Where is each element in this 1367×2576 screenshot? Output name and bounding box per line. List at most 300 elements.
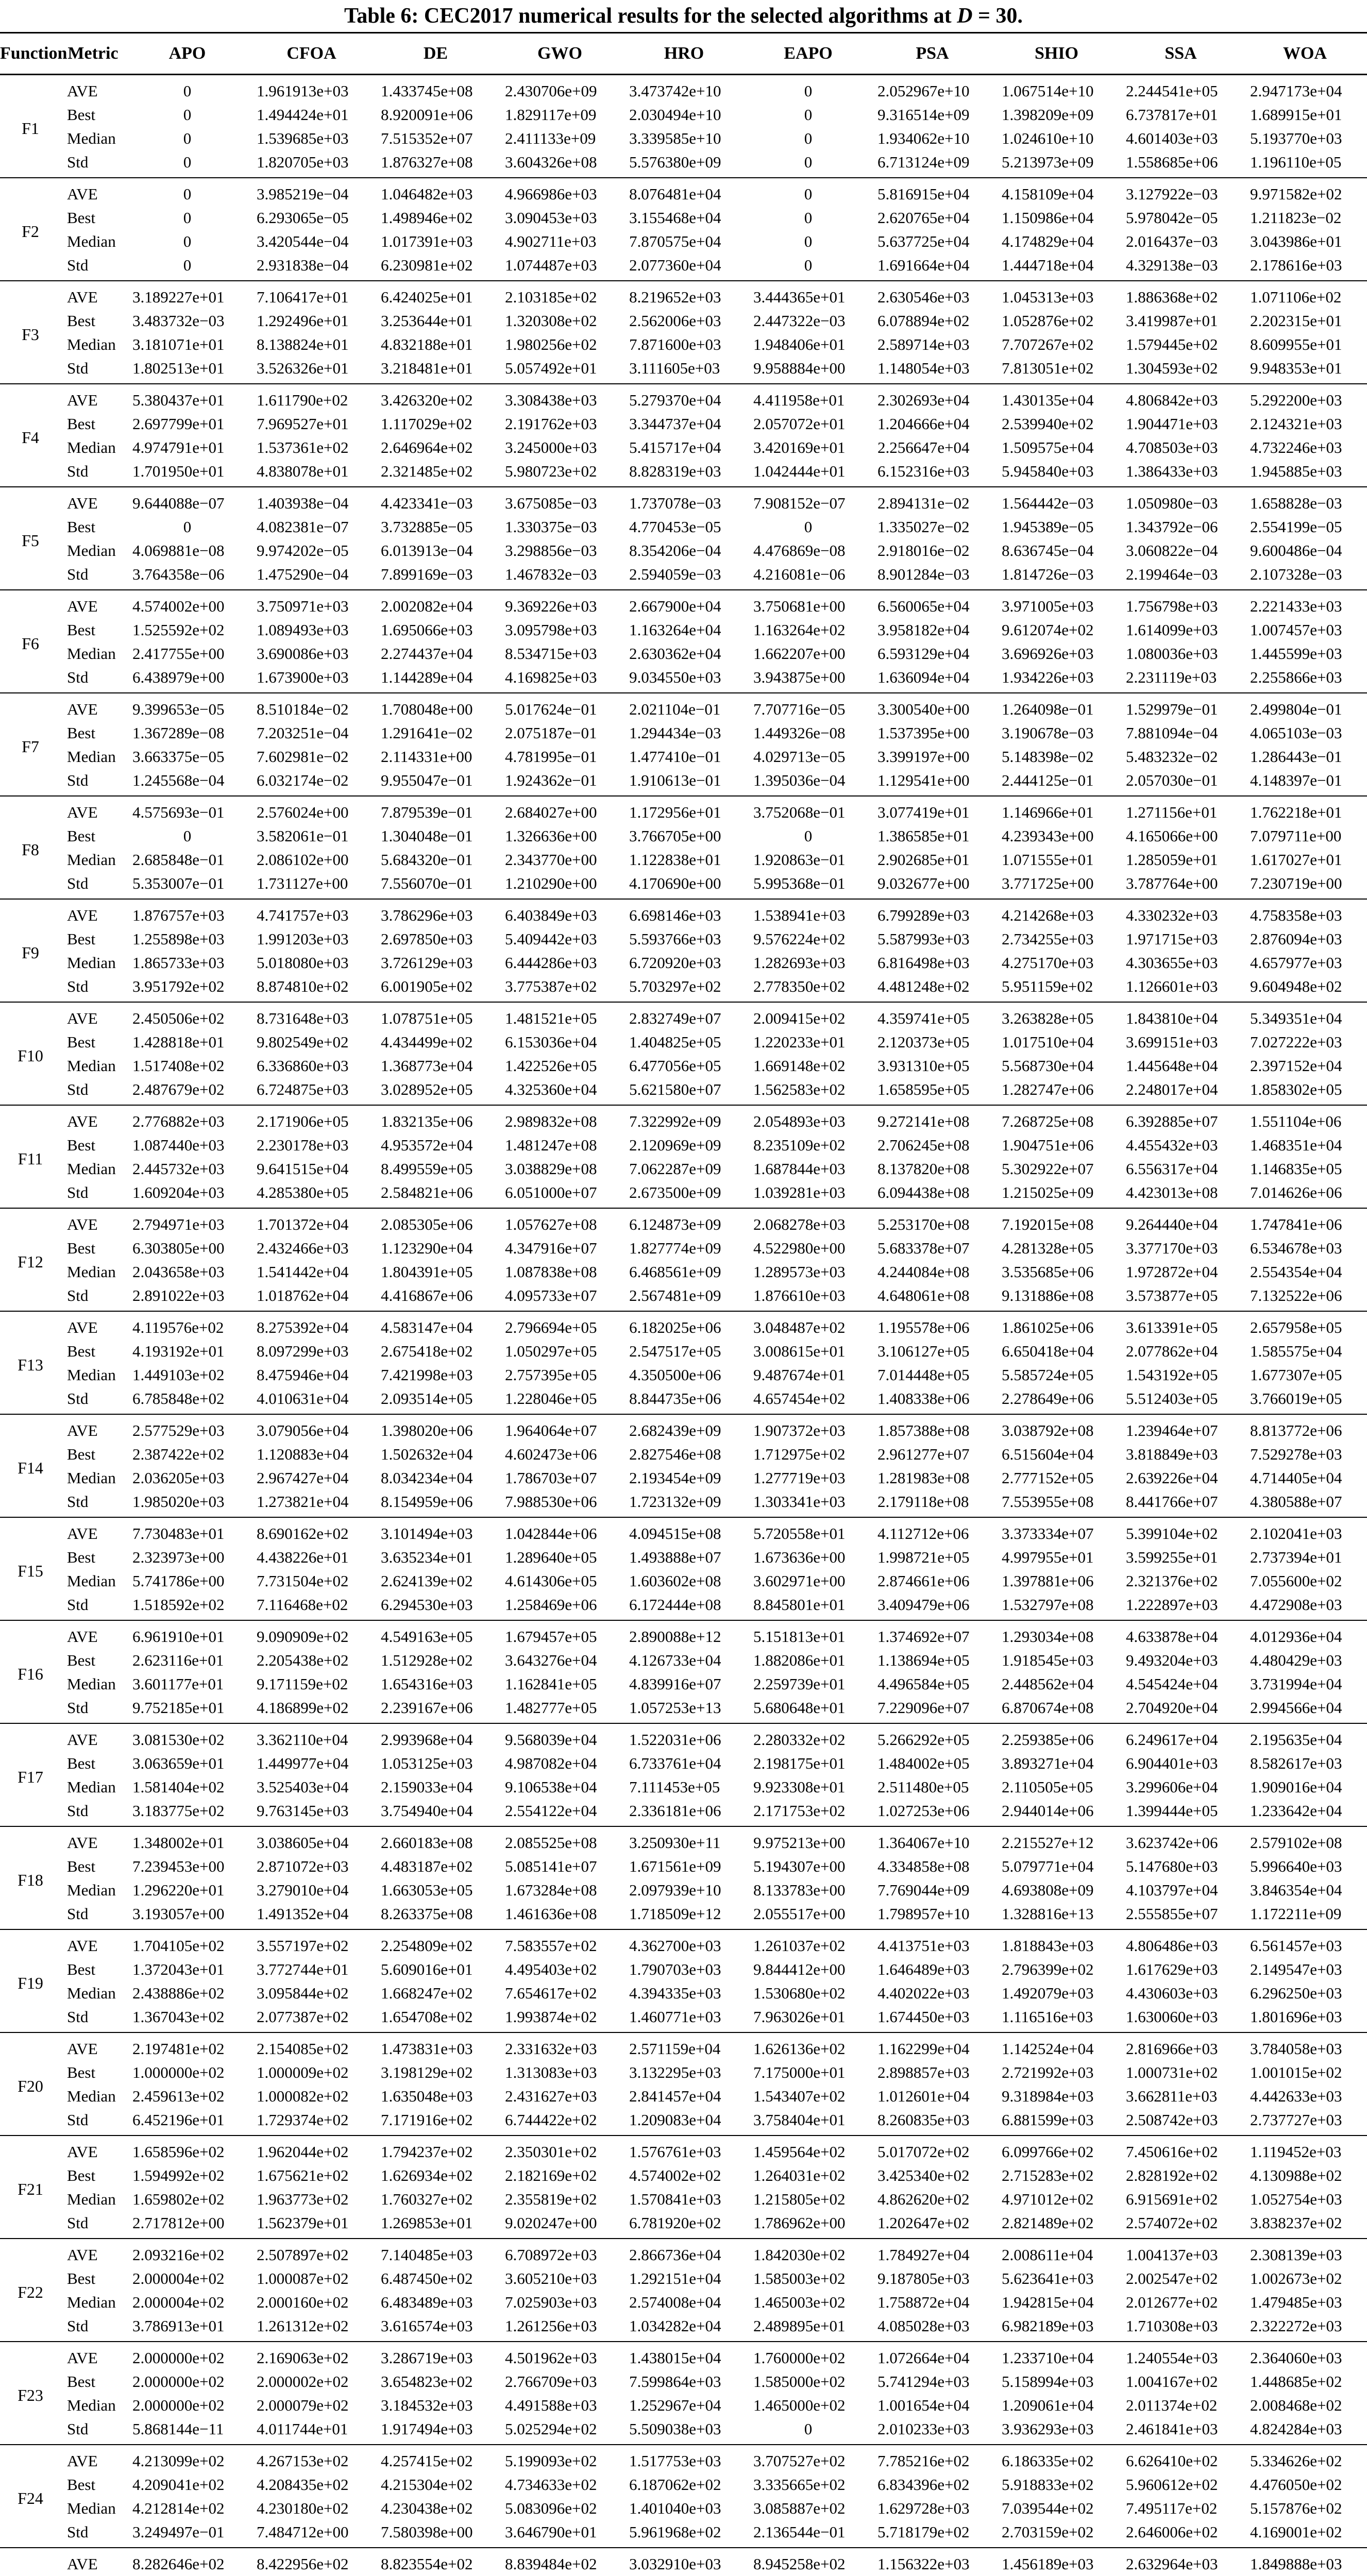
table-cell: 5.349351e+04 <box>1250 1009 1342 1027</box>
metric-label: Std <box>67 153 89 171</box>
table-cell: 3.985219e−04 <box>257 185 349 203</box>
table-cell: 2.000000e+02 <box>132 2349 225 2367</box>
table-cell: 2.734255e+03 <box>1002 930 1094 948</box>
table-cell: 7.870575e+04 <box>629 232 721 250</box>
table-cell: 1.609204e+03 <box>132 1183 225 1201</box>
table-cell: 1.708048e+00 <box>381 700 473 718</box>
table-cell: 5.025294e+02 <box>505 2420 597 2438</box>
table-cell: 2.231119e+03 <box>1126 668 1217 686</box>
table-cell: 3.971005e+03 <box>1002 597 1094 615</box>
table-cell: 1.673636e+00 <box>753 1548 846 1566</box>
table-cell: 7.014626e+06 <box>1250 1183 1342 1201</box>
table-cell: 3.754940e+04 <box>381 1802 473 1820</box>
table-cell: 6.708972e+03 <box>505 2246 597 2264</box>
table-cell: 8.813772e+06 <box>1250 1421 1342 1439</box>
table-cell: 2.757395e+05 <box>505 1366 597 1384</box>
table-cell: 1.089493e+03 <box>257 621 349 639</box>
table-cell: 3.643276e+04 <box>505 1651 597 1669</box>
table-cell: 6.915691e+02 <box>1126 2190 1218 2208</box>
table-row <box>0 2211 1367 2239</box>
table-row <box>0 1387 1367 1414</box>
table-cell: 3.473742e+10 <box>629 82 721 100</box>
table-cell: 0 <box>804 209 813 227</box>
table-cell: 4.402022e+03 <box>877 1984 970 2002</box>
table-cell: 1.162299e+04 <box>877 2040 970 2058</box>
table-cell: 1.398209e+09 <box>1002 106 1094 124</box>
table-cell: 2.205438e+02 <box>257 1651 349 1669</box>
table-cell: 1.027253e+06 <box>877 1802 970 1820</box>
table-row <box>0 309 1367 333</box>
table-cell: 3.936293e+03 <box>1002 2420 1094 2438</box>
metric-label: Best <box>67 1548 96 1566</box>
table-cell: 1.239464e+07 <box>1126 1421 1218 1439</box>
table-cell: 9.272141e+08 <box>877 1112 970 1130</box>
function-group <box>0 1723 1367 1826</box>
table-cell: 2.547517e+05 <box>629 1342 721 1360</box>
table-cell: 1.057627e+08 <box>505 1215 597 1233</box>
table-cell: 3.095798e+03 <box>505 621 597 639</box>
metric-label: Best <box>67 1857 96 1875</box>
table-cell: 1.348002e+01 <box>132 1834 225 1852</box>
table-cell: 2.103185e+02 <box>505 288 597 306</box>
table-cell: 0 <box>804 256 813 274</box>
table-cell: 4.806486e+03 <box>1126 1937 1218 1955</box>
table-cell: 7.322992e+09 <box>629 1112 721 1130</box>
table-cell: 2.364060e+03 <box>1250 2349 1342 2367</box>
table-row <box>0 2061 1367 2084</box>
table-cell: 1.669148e+02 <box>753 1057 846 1075</box>
table-cell: 1.635048e+03 <box>381 2087 473 2105</box>
caption-suffix: = 30. <box>972 4 1023 28</box>
table-cell: 4.495403e+02 <box>505 1960 597 1978</box>
table-cell: 5.213973e+09 <box>1002 153 1094 171</box>
table-cell: 1.072664e+04 <box>877 2349 970 2367</box>
metric-label: AVE <box>67 1834 98 1852</box>
table-cell: 2.620765e+04 <box>877 209 970 227</box>
table-cell: 8.731648e+03 <box>257 1009 349 1027</box>
table-cell: 1.304048e−01 <box>381 827 473 845</box>
table-cell: 1.289573e+03 <box>753 1263 846 1281</box>
table-cell: 3.616574e+03 <box>381 2317 473 2335</box>
table-cell: 8.844735e+06 <box>629 1389 721 1408</box>
metric-label: Median <box>67 1778 116 1796</box>
table-cell: 0 <box>804 82 813 100</box>
table-cell: 2.450506e+02 <box>132 1009 225 1027</box>
table-cell: 1.654708e+02 <box>381 2008 473 2026</box>
table-cell: 5.147680e+03 <box>1126 1857 1218 1875</box>
table-cell: 9.975213e+00 <box>753 1834 846 1852</box>
table-cell: 4.325360e+04 <box>505 1080 597 1098</box>
table-cell: 2.124321e+03 <box>1250 415 1342 433</box>
metric-label: Median <box>67 2087 116 2105</box>
table-cell: 1.034282e+04 <box>629 2317 721 2335</box>
table-cell: 7.239453e+00 <box>132 1857 225 1875</box>
table-cell: 1.456189e+03 <box>1002 2555 1094 2573</box>
table-cell: 8.441766e+07 <box>1126 1493 1218 1511</box>
table-cell: 8.510184e−02 <box>257 700 349 718</box>
table-cell: 1.045313e+03 <box>1002 288 1094 306</box>
table-cell: 1.255898e+03 <box>132 930 225 948</box>
table-cell: 1.117029e+02 <box>381 415 472 433</box>
table-cell: 1.729374e+02 <box>257 2111 349 2129</box>
table-cell: 1.444718e+04 <box>1002 256 1094 274</box>
metric-label: Best <box>67 1445 96 1463</box>
metric-label: AVE <box>67 494 98 512</box>
table-cell: 7.785216e+02 <box>877 2452 970 2470</box>
table-cell: 8.475946e+04 <box>257 1366 349 1384</box>
table-cell: 1.123290e+04 <box>381 1239 473 1257</box>
table-cell: 2.043658e+03 <box>132 1263 225 1281</box>
table-cell: 1.398020e+06 <box>381 1421 473 1439</box>
table-cell: 0 <box>183 232 192 250</box>
table-row <box>0 1569 1367 1593</box>
table-row <box>0 618 1367 642</box>
table-cell: 1.827774e+09 <box>629 1239 721 1257</box>
table-cell: 6.424025e+01 <box>381 288 473 306</box>
table-row <box>0 1649 1367 1672</box>
table-cell: 2.445732e+03 <box>132 1160 225 1178</box>
table-cell: 3.279010e+04 <box>257 1881 349 1899</box>
table-cell: 1.000731e+02 <box>1126 2063 1218 2081</box>
metric-label: Median <box>67 2293 116 2311</box>
table-cell: 2.539940e+02 <box>1002 415 1094 433</box>
function-group <box>0 2548 1367 2576</box>
table-cell: 4.214268e+03 <box>1002 906 1094 924</box>
table-cell: 1.689915e+01 <box>1250 106 1342 124</box>
table-cell: 3.557197e+02 <box>257 1937 349 1955</box>
table-cell: 0 <box>183 827 192 845</box>
table-cell: 3.818849e+03 <box>1126 1445 1218 1463</box>
table-cell: 1.924362e−01 <box>505 771 597 789</box>
table-cell: 4.601403e+03 <box>1126 129 1218 147</box>
table-cell: 2.706245e+08 <box>877 1136 970 1154</box>
table-cell: 1.537395e+00 <box>877 724 970 742</box>
table-cell: 6.249617e+04 <box>1126 1731 1218 1749</box>
table-cell: 1.646489e+03 <box>877 1960 970 1978</box>
table-row <box>0 460 1367 487</box>
table-cell: 2.866736e+04 <box>629 2246 721 2264</box>
table-cell: 3.750971e+03 <box>257 597 349 615</box>
table-cell: 4.012936e+04 <box>1250 1628 1342 1646</box>
table-cell: 1.196110e+05 <box>1250 153 1342 171</box>
table-cell: 1.258469e+06 <box>505 1596 597 1614</box>
function-label: F18 <box>18 1870 43 1889</box>
table-cell: 1.945389e−05 <box>1002 518 1094 536</box>
table-row <box>0 281 1367 309</box>
table-cell: 4.285380e+05 <box>257 1183 349 1201</box>
function-group <box>0 1414 1367 1517</box>
table-cell: 5.585724e+05 <box>1002 1366 1094 1384</box>
table-cell: 3.193057e+00 <box>132 1905 225 1923</box>
table-cell: 2.646006e+02 <box>1126 2523 1218 2541</box>
table-cell: 2.431627e+03 <box>505 2087 597 2105</box>
table-cell: 5.157876e+02 <box>1250 2499 1342 2517</box>
table-cell: 3.699151e+03 <box>1126 1033 1218 1051</box>
table-row <box>0 150 1367 178</box>
table-cell: 2.667900e+04 <box>629 597 721 615</box>
table-cell: 3.253644e+01 <box>381 312 473 330</box>
table-cell: 1.162841e+05 <box>505 1675 597 1693</box>
table-cell: 1.617027e+01 <box>1250 851 1342 869</box>
table-cell: 3.786296e+03 <box>381 906 473 924</box>
table-cell: 2.918016e−02 <box>877 541 970 560</box>
table-row <box>0 1546 1367 1569</box>
table-cell: 1.904751e+06 <box>1002 1136 1094 1154</box>
table-row <box>0 487 1367 515</box>
table-cell: 4.732246e+03 <box>1250 438 1342 456</box>
function-group <box>0 75 1367 178</box>
table-cell: 3.299606e+04 <box>1126 1778 1218 1796</box>
table-cell: 2.776882e+03 <box>132 1112 225 1130</box>
table-cell: 6.744422e+02 <box>505 2111 597 2129</box>
table-cell: 2.430706e+09 <box>505 82 597 100</box>
table-cell: 5.918833e+02 <box>1002 2476 1094 2494</box>
table-cell: 1.142524e+04 <box>1002 2040 1094 2058</box>
table-cell: 2.827546e+08 <box>629 1445 721 1463</box>
table-cell: 5.057492e+01 <box>505 359 597 377</box>
metric-label: Std <box>67 1699 89 1717</box>
results-table <box>0 32 1367 2576</box>
table-cell: 2.993968e+04 <box>381 1731 473 1749</box>
table-cell: 1.240554e+03 <box>1126 2349 1218 2367</box>
table-cell: 5.576380e+09 <box>629 153 721 171</box>
table-cell: 3.786913e+01 <box>132 2317 225 2335</box>
table-cell: 1.993874e+02 <box>505 2008 597 2026</box>
function-group <box>0 590 1367 693</box>
table-cell: 6.336860e+03 <box>257 1057 349 1075</box>
table-cell: 2.321376e+02 <box>1126 1572 1218 1590</box>
table-cell: 2.197481e+02 <box>132 2040 225 2058</box>
table-cell: 3.263828e+05 <box>1002 1009 1094 1027</box>
table-cell: 1.296220e+01 <box>132 1881 225 1899</box>
function-label: F11 <box>18 1149 43 1168</box>
table-row <box>0 357 1367 384</box>
table-cell: 1.654316e+03 <box>381 1675 473 1693</box>
table-cell: 8.263375e+08 <box>381 1905 473 1923</box>
table-cell: 2.871072e+03 <box>257 1857 349 1875</box>
table-row <box>0 178 1367 206</box>
table-cell: 1.004137e+03 <box>1126 2246 1218 2264</box>
table-cell: 4.169001e+02 <box>1250 2523 1342 2541</box>
table-cell: 1.558685e+06 <box>1126 153 1218 171</box>
table-cell: 2.432466e+03 <box>257 1239 349 1257</box>
table-cell: 1.422526e+05 <box>505 1057 597 1075</box>
table-cell: 2.255866e+03 <box>1250 668 1342 686</box>
table-cell: 1.581404e+02 <box>132 1778 225 1796</box>
table-cell: 2.343770e+00 <box>505 851 597 869</box>
table-cell: 3.335665e+02 <box>753 2476 846 2494</box>
table-cell: 7.062287e+09 <box>629 1160 721 1178</box>
table-cell: 1.449977e+04 <box>257 1754 349 1772</box>
table-cell: 1.829117e+09 <box>505 106 597 124</box>
table-row <box>0 951 1367 975</box>
function-label: F6 <box>22 634 39 653</box>
table-cell: 5.409442e+03 <box>505 930 597 948</box>
table-cell: 1.294434e−03 <box>629 724 721 742</box>
function-label: F17 <box>18 1767 43 1786</box>
table-cell: 1.920863e−01 <box>753 851 846 869</box>
table-cell: 0 <box>183 518 192 536</box>
table-cell: 7.140485e+03 <box>381 2246 473 2264</box>
table-cell: 6.001905e+02 <box>381 977 473 995</box>
table-cell: 2.107328e−03 <box>1250 565 1342 583</box>
table-cell: 1.293034e+08 <box>1002 1628 1094 1646</box>
table-cell: 2.010233e+03 <box>877 2420 970 2438</box>
table-cell: 1.053125e+03 <box>381 1754 473 1772</box>
table-cell: 3.943875e+00 <box>753 668 846 686</box>
table-cell: 1.449103e+02 <box>132 1366 225 1384</box>
table-cell: 2.766709e+03 <box>505 2372 597 2391</box>
table-cell: 7.969527e+01 <box>257 415 349 433</box>
table-cell: 0 <box>183 82 192 100</box>
table-cell: 3.095844e+02 <box>257 1984 349 2002</box>
table-cell: 3.132295e+03 <box>629 2063 721 2081</box>
table-cell: 2.444125e−01 <box>1002 771 1094 789</box>
table-cell: 4.693808e+09 <box>1002 1881 1094 1899</box>
table-cell: 4.575693e−01 <box>132 803 225 821</box>
table-cell: 5.083096e+02 <box>505 2499 597 2517</box>
function-label: F14 <box>18 1458 43 1477</box>
table-cell: 9.604948e+02 <box>1250 977 1342 995</box>
table-cell: 9.763145e+03 <box>257 1802 349 1820</box>
table-cell: 5.961968e+02 <box>629 2523 721 2541</box>
table-cell: 3.623742e+06 <box>1126 1834 1218 1852</box>
table-cell: 3.249497e−01 <box>132 2523 225 2541</box>
table-cell: 1.024610e+10 <box>1002 129 1094 147</box>
function-group <box>0 1517 1367 1620</box>
table-cell: 2.704920e+04 <box>1126 1699 1218 1717</box>
table-cell: 7.599864e+03 <box>629 2372 721 2391</box>
table-cell: 6.724875e+03 <box>257 1080 349 1098</box>
table-cell: 7.450616e+02 <box>1126 2143 1218 2161</box>
table-cell: 8.354206e−04 <box>629 541 721 560</box>
table-cell: 4.362700e+03 <box>629 1937 721 1955</box>
table-cell: 7.602981e−02 <box>257 748 349 766</box>
table-cell: 2.057030e−01 <box>1126 771 1218 789</box>
table-cell: 1.668247e+02 <box>381 1984 473 2002</box>
table-cell: 3.181071e+01 <box>132 335 225 353</box>
table-cell: 8.901284e−03 <box>877 565 970 583</box>
table-cell: 4.633878e+04 <box>1126 1628 1218 1646</box>
table-cell: 3.198129e+02 <box>381 2063 473 2081</box>
table-cell: 1.215805e+02 <box>753 2190 846 2208</box>
table-cell: 9.948353e+01 <box>1250 359 1342 377</box>
table-cell: 4.734633e+02 <box>505 2476 597 2494</box>
table-cell: 3.189227e+01 <box>132 288 225 306</box>
metric-label: Std <box>67 2111 89 2129</box>
table-cell: 3.675085e−03 <box>505 494 597 512</box>
table-cell: 2.571159e+04 <box>629 2040 721 2058</box>
metric-label: Std <box>67 668 89 686</box>
table-cell: 1.460771e+03 <box>629 2008 721 2026</box>
table-cell: 1.948406e+01 <box>753 335 846 353</box>
table-cell: 2.195635e+04 <box>1250 1731 1342 1749</box>
metric-label: Std <box>67 1080 89 1098</box>
metric-label: AVE <box>67 82 98 100</box>
table-cell: 3.573877e+05 <box>1126 1286 1218 1304</box>
table-cell: 4.281328e+05 <box>1002 1239 1094 1257</box>
table-cell: 5.637725e+04 <box>877 232 970 250</box>
table-cell: 1.002673e+02 <box>1250 2269 1342 2287</box>
table-cell: 9.955047e−01 <box>381 771 473 789</box>
table-cell: 5.302922e+07 <box>1002 1160 1094 1178</box>
table-cell: 2.717812e+00 <box>132 2214 225 2232</box>
table-cell: 2.068278e+03 <box>753 1215 846 1233</box>
table-cell: 9.568039e+04 <box>505 1731 597 1749</box>
table-row <box>0 1981 1367 2005</box>
table-cell: 1.865733e+03 <box>132 954 225 972</box>
function-group <box>0 2239 1367 2342</box>
table-cell: 2.009415e+02 <box>753 1009 846 1027</box>
table-cell: 7.175000e+01 <box>753 2063 846 2081</box>
table-cell: 1.071106e+02 <box>1250 288 1342 306</box>
table-row <box>0 333 1367 357</box>
table-cell: 1.579445e+02 <box>1126 335 1218 353</box>
table-cell: 2.832749e+07 <box>629 1009 721 1027</box>
table-cell: 1.570841e+03 <box>629 2190 721 2208</box>
table-cell: 1.673284e+08 <box>505 1881 597 1899</box>
metric-label: Median <box>67 2190 116 2208</box>
table-cell: 2.149547e+03 <box>1250 1960 1342 1978</box>
table-cell: 1.438015e+04 <box>629 2349 721 2367</box>
table-cell: 1.662207e+00 <box>753 645 846 663</box>
table-cell: 9.974202e−05 <box>257 541 349 560</box>
table-cell: 2.230178e+03 <box>257 1136 349 1154</box>
table-cell: 5.623641e+03 <box>1002 2269 1094 2287</box>
metric-label: Best <box>67 1136 96 1154</box>
metric-label: Std <box>67 565 89 583</box>
table-cell: 1.971715e+03 <box>1126 930 1218 948</box>
metric-label: Median <box>67 1675 116 1693</box>
table-cell: 2.639226e+04 <box>1126 1469 1218 1487</box>
table-row <box>0 1593 1367 1620</box>
table-cell: 2.000000e+02 <box>132 2372 225 2391</box>
table-cell: 1.876610e+03 <box>753 1286 846 1304</box>
table-cell: 1.233642e+04 <box>1250 1802 1342 1820</box>
table-cell: 1.849888e+03 <box>1250 2555 1342 2573</box>
table-cell: 1.886368e+02 <box>1126 288 1218 306</box>
table-row <box>0 2314 1367 2342</box>
metric-label: AVE <box>67 2452 98 2470</box>
metric-label: Median <box>67 748 116 766</box>
table-cell: 1.712975e+02 <box>753 1445 846 1463</box>
table-cell: 1.481247e+08 <box>505 1136 597 1154</box>
table-row <box>0 666 1367 693</box>
table-row <box>0 436 1367 460</box>
table-cell: 7.106417e+01 <box>257 288 349 306</box>
table-cell: 2.894131e−02 <box>877 494 970 512</box>
table-row <box>0 1672 1367 1696</box>
metric-label: Best <box>67 930 96 948</box>
table-cell: 1.541442e+04 <box>257 1263 349 1281</box>
table-cell: 2.120373e+05 <box>877 1033 970 1051</box>
table-cell: 8.874810e+02 <box>257 977 349 995</box>
table-cell: 0 <box>183 153 192 171</box>
table-cell: 7.731504e+02 <box>257 1572 349 1590</box>
table-cell: 6.403849e+03 <box>505 906 597 924</box>
table-row <box>0 1260 1367 1284</box>
function-group <box>0 2136 1367 2239</box>
table-cell: 7.813051e+02 <box>1002 359 1094 377</box>
table-cell: 1.502632e+04 <box>381 1445 473 1463</box>
table-cell: 8.839484e+02 <box>505 2555 597 2573</box>
table-row <box>0 590 1367 618</box>
table-cell: 2.508742e+03 <box>1126 2111 1218 2129</box>
table-cell: 1.465003e+02 <box>753 2293 846 2311</box>
table-cell: 7.495117e+02 <box>1126 2499 1218 2517</box>
table-cell: 6.720920e+03 <box>629 954 721 972</box>
table-cell: 9.493204e+03 <box>1126 1651 1218 1669</box>
